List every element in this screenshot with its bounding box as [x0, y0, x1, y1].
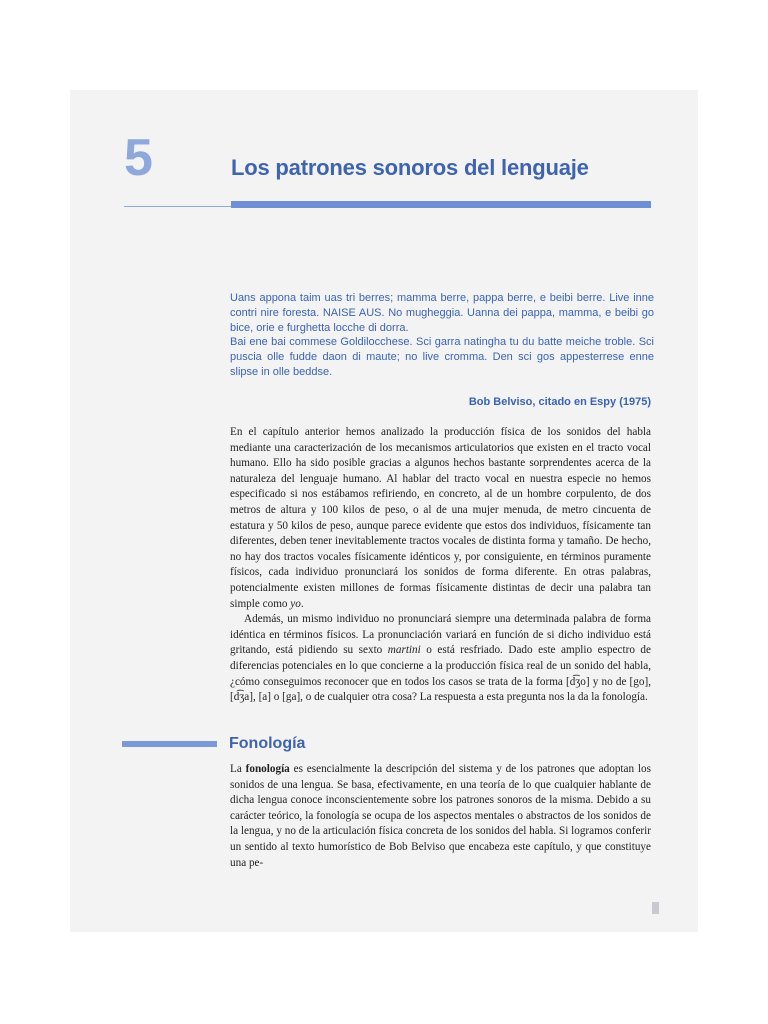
body-paragraph-1-italic: yo — [290, 597, 301, 610]
chapter-title: Los patrones sonoros del lenguaje — [231, 155, 589, 180]
chapter-number: 5 — [124, 129, 153, 187]
section-title: Fonología — [229, 735, 306, 752]
section-paragraph — [230, 762, 651, 871]
body-paragraph-1-end: . — [300, 597, 304, 610]
epigraph-paragraph-1: Uans appona taim uas tri berres; mamma berre, pappa berre, e beibi berre. Live inne contri nire foresta. NAISE AUS. No mugheggia. Uanna dei pappa, mamma, e beibi go bice, orie e furghetta locche di dorra. — [230, 292, 654, 334]
epigraph — [230, 291, 654, 380]
section-paragraph-lead: La — [230, 763, 246, 775]
body-paragraph-2-text-a: Además, un mismo individuo no pronunciará siempre una determinada palabra de forma idéntica en términos físicos. La pronunciación variará en función de si dicho individuo está gritando, está pidiendo su sexto — [230, 613, 651, 657]
body-paragraph-2-italic: martini — [387, 644, 421, 657]
body-paragraph-1 — [230, 425, 651, 612]
body-paragraph-2-text-b: o está resfriado. Dado este amplio espectro de diferencias potenciales en lo que concierne a la producción física real de un sonido del habla, ¿cómo conseguimos reconocer que en todos los casos se trata de la forma [d͡ʒo] y no de [go], [d͡ʒa], [a] o [ga], o de cualquier otra cosa? La respuesta a esta pregunta nos la da la fonología. — [230, 644, 651, 704]
epigraph-attribution: Bob Belviso, citado en Espy (1975) — [468, 396, 651, 408]
chapter-rule-thick — [231, 201, 651, 208]
page-edge-mark — [652, 902, 659, 914]
section-paragraph-term: fonología — [245, 763, 290, 775]
epigraph-paragraph-2: Bai ene bai commese Goldilocchese. Sci garra natingha tu du batte meiche troble. Sci puscia olle fudde daon di maute; no live cromma. Den sci gos appesterrese enne slipse in olle beddse. — [230, 336, 654, 378]
body-text — [230, 425, 651, 706]
section-bar — [122, 741, 217, 747]
body-paragraph-1-text: En el capítulo anterior hemos analizado la producción física de los sonidos del habla mediante una caracterización de los mecanismos articulatorios que existen en el tracto vocal humano. Ello ha sido posible gracias a algunos hechos bastante sorprendentes acerca de la naturaleza del lenguaje humano. Al hablar del tracto vocal en nuestra especie no hemos especificado si nos estábamos refiriendo, en concreto, al de un hombre corpulento, de dos metros de altura y 100 kilos de peso, o al de una mujer menuda, de metro cincuenta de estatura y 50 kilos de peso, aunque parece evidente que estos dos individuos, físicamente tan diferentes, deben tener inevitablemente tractos vocales de distinta forma y tamaño. De hecho, no hay dos tractos vocales físicamente idénticos y, por consiguiente, en términos puramente físicos, cada individuo pronunciará los sonidos de forma diferente. En otras palabras, potencialmente existen millones de formas físicamente distintas de decir una palabra tan simple como — [230, 426, 651, 610]
chapter-rule-thin — [124, 206, 232, 207]
section-text — [230, 762, 651, 871]
section-paragraph-rest: es esencialmente la descripción del sistema y de los patrones que adoptan los sonidos de una lengua. Se basa, efectivamente, en una teoría de lo que cualquier hablante de dicha lengua conoce inconscientemente sobre los patrones sonoros de la misma. Debido a su carácter teórico, la fonología se ocupa de los aspectos mentales o abstractos de los sonidos de la lengua, y no de la articulación física concreta de los sonidos del habla. Si logramos conferir un sentido al texto humorístico de Bob Belviso que encabeza este capítulo, y que constituye una pe- — [230, 763, 651, 869]
body-paragraph-2 — [230, 612, 651, 706]
